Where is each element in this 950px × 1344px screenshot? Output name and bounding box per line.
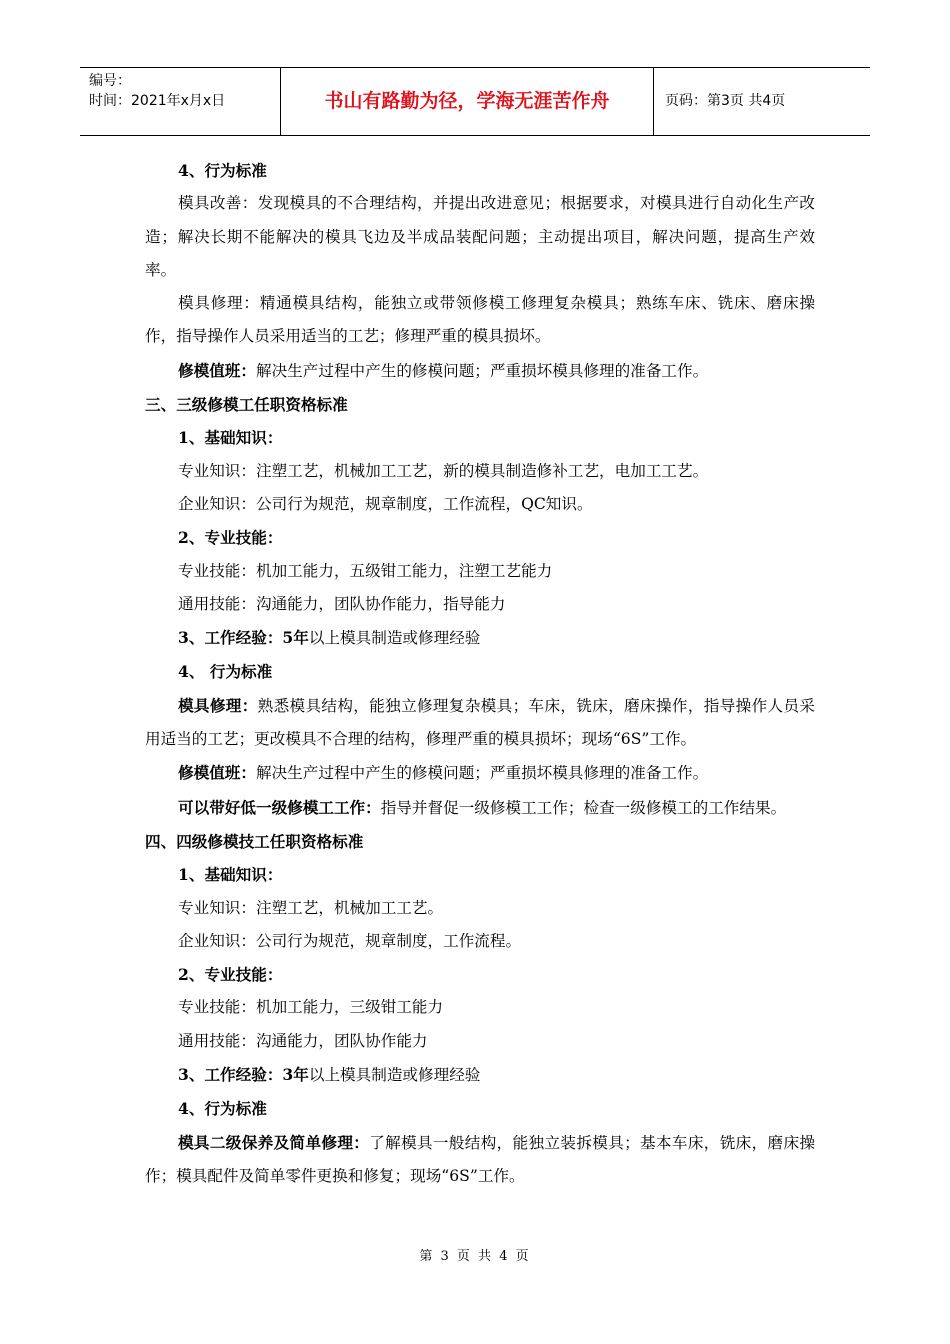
paragraph-lead: 可以带好低一级修模工工作： xyxy=(178,797,381,817)
paragraph xyxy=(145,756,815,790)
paragraph-text: 了解模具一般结构，能独立装拆模具；基本车床，铣床，磨床操作；模具配件及简单零件更换和修复；现场“6S”工作。 xyxy=(145,1133,815,1185)
page-header xyxy=(80,67,870,136)
paragraph: 专业知识：注塑工艺，机械加工工艺。 xyxy=(178,898,444,917)
paragraph-lead: 修模值班： xyxy=(178,360,256,380)
header-left-cell xyxy=(80,68,281,135)
paragraph: 企业知识：公司行为规范，规章制度，工作流程，QC知识。 xyxy=(178,494,593,513)
paragraph-lead: 3、工作经验：3年 xyxy=(178,1065,309,1085)
section-heading: 4、 行为标准 xyxy=(178,662,273,682)
paragraph: 专业技能：机加工能力，三级钳工能力 xyxy=(178,998,444,1017)
paragraph-text: 解决生产过程中产生的修模问题；严重损坏模具修理的准备工作。 xyxy=(255,764,709,783)
paragraph-lead: 3、工作经验：5年 xyxy=(178,628,309,648)
paragraph: 模具改善：发现模具的不合理结构，并提出改进意见；根据要求，对模具进行自动化生产改造；解决长期不能解决的模具飞边及半成品装配问题；主动提出项目，解决问题，提高生产效率。 xyxy=(145,194,815,279)
paragraph-text: 以上模具制造或修理经验 xyxy=(308,629,481,648)
section-heading: 2、专业技能： xyxy=(178,965,283,985)
section-heading xyxy=(145,621,815,655)
section-heading: 4、行为标准 xyxy=(178,161,267,180)
paragraph: 专业知识：注塑工艺，机械加工工艺，新的模具制造修补工艺，电加工工艺。 xyxy=(178,461,709,480)
paragraph: 通用技能：沟通能力，团队协作能力 xyxy=(178,1031,428,1050)
section-heading xyxy=(145,1058,815,1092)
paragraph: 专业技能：机加工能力，五级钳工能力，注塑工艺能力 xyxy=(178,561,553,580)
document-body xyxy=(145,154,815,1193)
paragraph-lead: 模具二级保养及简单修理： xyxy=(178,1132,370,1152)
paragraph: 企业知识：公司行为规范，规章制度，工作流程。 xyxy=(178,931,522,950)
section-heading: 2、专业技能： xyxy=(178,528,283,548)
paragraph: 通用技能：沟通能力，团队协作能力，指导能力 xyxy=(178,594,506,613)
document-number-label: 编号： xyxy=(89,73,131,89)
chapter-heading: 三、三级修模工任职资格标准 xyxy=(145,395,348,415)
chapter-heading: 四、四级修模技工任职资格标准 xyxy=(145,831,364,851)
header-page-label: 页码：第3页 共4页 xyxy=(665,93,786,109)
paragraph-text: 熟悉模具结构，能独立修理复杂模具；车床，铣床，磨床操作，指导操作人员采用适当的工艺；更改模具不合理的结构，修理严重的模具损坏；现场“6S”工作。 xyxy=(145,696,815,749)
paragraph-text: 解决生产过程中产生的修模问题；严重损坏模具修理的准备工作。 xyxy=(255,361,709,380)
paragraph xyxy=(145,791,815,825)
section-heading: 1、基础知识： xyxy=(178,428,283,448)
section-heading: 1、基础知识： xyxy=(178,865,283,885)
paragraph xyxy=(145,354,815,388)
paragraph xyxy=(145,689,815,757)
section-heading: 4、行为标准 xyxy=(178,1099,267,1119)
paragraph xyxy=(145,1126,815,1194)
paragraph-text: 以上模具制造或修理经验 xyxy=(308,1066,481,1085)
paragraph-lead: 模具修理： xyxy=(178,695,258,715)
page-footer: 第 3 页 共 4 页 xyxy=(419,1249,531,1264)
paragraph: 模具修理：精通模具结构，能独立或带领修模工修理复杂模具；熟练车床、铣床、磨床操作，指导操作人员采用适当的工艺；修理严重的模具损坏。 xyxy=(145,294,815,346)
header-motto: 书山有路勤为径，学海无涯苦作舟 xyxy=(281,68,654,135)
paragraph-lead: 修模值班： xyxy=(178,763,256,783)
document-date-label: 时间：2021年x月x日 xyxy=(89,93,226,109)
paragraph-text: 指导并督促一级修模工工作；检查一级修模工的工作结果。 xyxy=(380,798,787,817)
